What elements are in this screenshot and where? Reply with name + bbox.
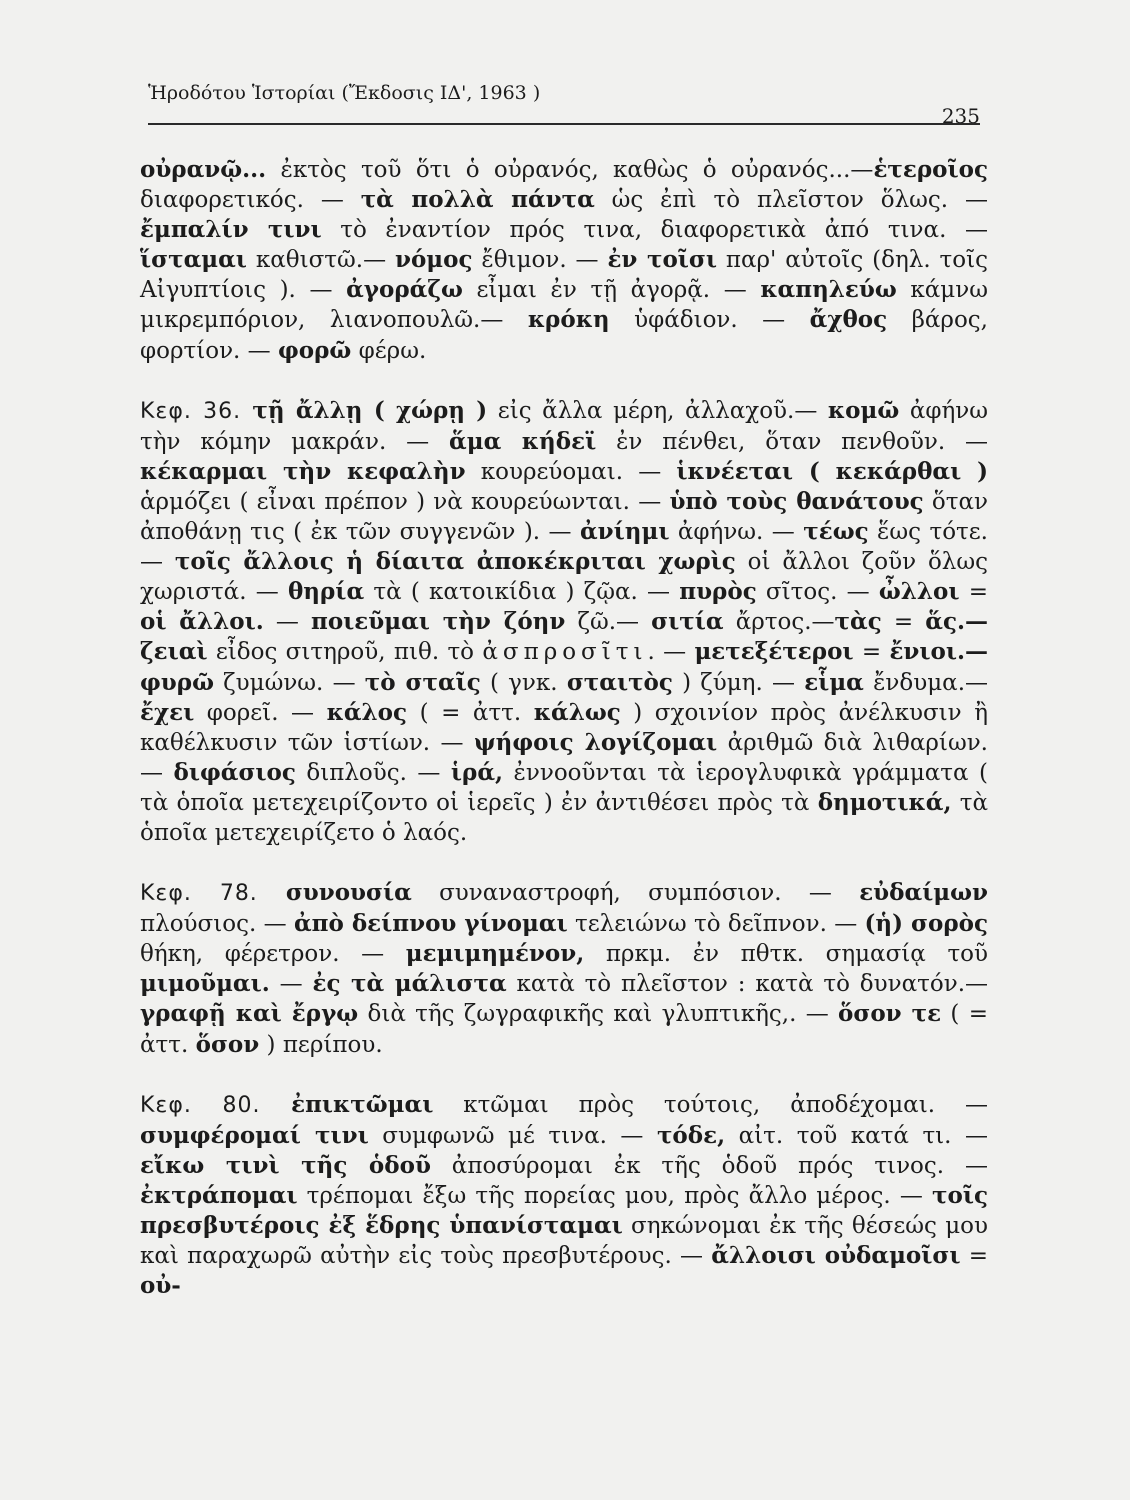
- lemma-term: οὐρανῷ...: [140, 156, 267, 183]
- lemma-term: ἀπὸ δείπνου γίνομαι: [293, 910, 568, 938]
- lemma-term: ὦλλοι: [878, 578, 960, 606]
- gloss-text: εἶδος σιτηροῦ, πιθ. τὸ: [207, 639, 483, 666]
- gloss-text: τὸ ἐναντίον πρός τινα, διαφορετικὰ ἀπό τινα. —: [321, 217, 989, 244]
- gloss-text: ὅταν ἀποθάνῃ τις ( ἐκ τῶν συγγενῶν ). —: [140, 488, 988, 546]
- lemma-term: συμφέρομαί τινι: [140, 1121, 369, 1149]
- lemma-term: εἷμα: [804, 668, 864, 696]
- gloss-text: ὡς ἐπὶ τὸ πλεῖστον ὅλως. —: [594, 187, 988, 214]
- header-title: Ἡροδότου Ἱστορίαι (Ἔκδοσις ΙΔ', 1963 ): [148, 82, 541, 104]
- lemma-term: ἐπικτῶμαι: [260, 1090, 434, 1118]
- lemma-term: μεμιμημένον,: [405, 940, 585, 968]
- gloss-text: ζῶ.—: [565, 609, 652, 636]
- gloss-text: τρέπομαι ἔξω τῆς πορείας μου, πρὸς ἄλλο μέρος. —: [297, 1182, 933, 1209]
- lemma-term: μιμοῦμαι.: [140, 970, 270, 998]
- lemma-term: ἀγοράζω: [346, 276, 463, 304]
- gloss-text: =: [853, 639, 890, 666]
- gloss-text: ἐκτὸς τοῦ ὅτι ὁ οὐρανός, καθὼς ὁ οὐρανός...—: [266, 157, 874, 183]
- lemma-term: ἅμα κήδεϊ: [449, 427, 597, 455]
- lemma-term: (ἡ) σορὸς: [864, 910, 988, 938]
- lemma-term: ἑτεροῖος: [873, 156, 988, 183]
- lemma-term: οἱ ἄλλοι.: [140, 608, 264, 636]
- lemma-term: διφάσιος: [173, 758, 296, 786]
- gloss-text: πρκμ. ἐν πθτκ. σημασίᾳ τοῦ: [584, 941, 988, 968]
- gloss-text: ἕως τότε. —: [140, 519, 988, 576]
- lemma-term: ἔμπαλίν τινι: [140, 216, 322, 244]
- lemma-term: κάλος: [326, 698, 408, 726]
- lemma-term: φορῶ: [277, 336, 352, 364]
- lemma-term: ἀνίημι: [579, 518, 670, 546]
- gloss-text: ( = ἀττ.: [140, 1001, 988, 1058]
- paragraph: [140, 396, 988, 848]
- lemma-term: οὐ-: [140, 1272, 181, 1300]
- gloss-text: =: [881, 609, 926, 636]
- gloss-text: ( = ἀττ.: [407, 699, 534, 726]
- gloss-text: =: [960, 1243, 988, 1270]
- lemma-term: ὅσον: [195, 1030, 260, 1058]
- gloss-text: σῖτος. —: [756, 579, 879, 606]
- gloss-text: συναναστροφή, συμπόσιον. —: [411, 880, 860, 907]
- gloss-text: ἄρτος.—: [723, 609, 835, 636]
- lemma-term: δημοτικά,: [817, 788, 952, 816]
- gloss-text: ) ζύμη. —: [672, 669, 805, 696]
- lemma-term: κάλως: [533, 698, 621, 726]
- gloss-text: τὰ ὁποῖα μετεχειρίζετο ὁ λαός.: [140, 789, 988, 846]
- lemma-term: τόδε,: [656, 1121, 726, 1149]
- gloss-text: ἐννοοῦνται τὰ ἱερογλυφικὰ γράμματα ( τὰ ὁποῖα μετεχειρίζοντο οἱ ἱερεῖς ) ἐν ἀντιθέσει πρὸς τὰ: [140, 759, 988, 816]
- lemma-term: κομῶ: [827, 396, 900, 424]
- gloss-text: διαφορετικός. —: [140, 187, 361, 214]
- gloss-text: σηκώνομαι ἐκ τῆς θέσεώς μου καὶ παραχωρῶ αὐτὴν εἰς τοὺς πρεσβυτέρους. —: [140, 1213, 988, 1270]
- running-header: [148, 82, 980, 128]
- lemma-term: νόμος: [394, 246, 473, 274]
- gloss-text: πλούσιος. —: [140, 911, 294, 938]
- gloss-text: ἀφήνω τὴν κόμην μακράν. —: [140, 397, 988, 455]
- lemma-term: ἵσταμαι: [140, 246, 247, 274]
- glossary-body: [140, 155, 988, 1301]
- paragraph: [140, 1090, 988, 1302]
- lemma-term: ἐς τὰ μάλιστα: [312, 970, 507, 998]
- gloss-text: ἔθιμον. —: [472, 247, 608, 274]
- gloss-text: παρ' αὐτοῖς (δηλ. τοῖς Αἰγυπτίοις ). —: [140, 247, 988, 304]
- gloss-text: θήκη, φέρετρον. —: [140, 941, 406, 968]
- spaced-word: ἀσπροσῖτι: [482, 639, 648, 666]
- lemma-term: ἄχθος: [809, 306, 888, 334]
- gloss-text: =: [959, 579, 988, 606]
- gloss-text: ἁρμόζει ( εἶναι πρέπον ) νὰ κουρεύωνται. —: [140, 488, 670, 515]
- gloss-text: φέρω.: [351, 337, 427, 364]
- lemma-term: θηρία: [287, 578, 365, 606]
- lemma-term: τέως: [803, 518, 869, 546]
- lemma-term: εὐδαίμων: [859, 879, 988, 907]
- lemma-term: κρόκη: [527, 306, 610, 334]
- gloss-text: βάρος, φορτίον. —: [140, 307, 988, 364]
- gloss-text: τελειώνω τὸ δεῖπνον. —: [567, 911, 865, 938]
- gloss-text: τὰ ( κατοικίδια ) ζῷα. —: [364, 579, 680, 606]
- lemma-term: ἱρά,: [450, 758, 504, 786]
- gloss-text: —: [269, 971, 313, 998]
- gloss-text: ἀποσύρομαι ἐκ τῆς ὁδοῦ πρός τινος. —: [430, 1152, 988, 1179]
- lemma-term: μετεξέτεροι: [694, 638, 854, 666]
- header-rule: [148, 123, 980, 125]
- lemma-term: σταιτὸς: [566, 668, 673, 696]
- gloss-text: κτῶμαι πρὸς τούτοις, ἀποδέχομαι. —: [433, 1091, 988, 1118]
- gloss-text: αἰτ. τοῦ κατά τι. —: [725, 1122, 988, 1149]
- gloss-text: φορεῖ. —: [194, 699, 327, 726]
- gloss-text: ἀφήνω. —: [669, 519, 804, 546]
- lemma-term: ἔχει: [140, 698, 195, 726]
- lemma-term: ἔνιοι.— φυρῶ: [140, 638, 989, 696]
- lemma-term: ψήφοις λογίζομαι: [473, 728, 718, 756]
- gloss-text: διπλοῦς. —: [295, 759, 451, 786]
- chapter-label: Κεφ. 36.: [140, 398, 242, 424]
- gloss-text: ) σχοινίον πρὸς ἀνέλκυσιν ἢ καθέλκυσιν τῶν ἱστίων. —: [140, 699, 988, 756]
- lemma-term: ἅς.— ζειαὶ: [140, 608, 988, 666]
- lemma-term: τὰ πολλὰ πάντα: [360, 186, 595, 214]
- gloss-text: κατὰ τὸ πλεῖστον : κατὰ τὸ δυνατόν.—: [506, 971, 989, 998]
- lemma-term: τὸ σταῖς: [364, 668, 481, 696]
- lemma-term: τῇ ἄλλῃ ( χώρῃ ): [241, 396, 488, 424]
- gloss-text: καθιστῶ.—: [246, 247, 395, 274]
- lemma-term: ὑπὸ τοὺς θανάτους: [669, 487, 924, 515]
- gloss-text: ἔνδυμα.—: [863, 669, 989, 696]
- gloss-text: εἶμαι ἐν τῇ ἀγορᾷ. —: [462, 277, 761, 304]
- gloss-text: ( γνκ.: [480, 669, 567, 696]
- lemma-term: συνουσία: [257, 879, 412, 907]
- gloss-text: εἰς ἄλλα μέρη, ἀλλαχοῦ.—: [487, 397, 828, 424]
- lemma-term: γραφῇ καὶ ἔργῳ: [140, 1000, 359, 1028]
- chapter-label: Κεφ. 78.: [140, 881, 258, 907]
- lemma-term: εἴκω τινὶ τῆς ὁδοῦ: [140, 1151, 431, 1179]
- gloss-text: . —: [647, 639, 695, 666]
- lemma-term: ἄλλοισι οὐδαμοῖσι: [711, 1242, 961, 1270]
- lemma-term: τοῖς πρεσβυτέροις ἐξ ἕδρης ὑπανίσταμαι: [140, 1181, 988, 1239]
- gloss-text: οἱ ἄλλοι ζοῦν ὅλως χωριστά. —: [140, 549, 988, 606]
- gloss-text: κάμνω μικρεμπόριον, λιανοπουλῶ.—: [140, 277, 988, 334]
- gloss-text: συμφωνῶ μέ τινα. —: [368, 1122, 657, 1149]
- chapter-label: Κεφ. 80.: [140, 1092, 261, 1118]
- paragraph: [140, 155, 988, 366]
- lemma-term: σιτία: [651, 608, 724, 636]
- gloss-text: ζυμώνω. —: [213, 669, 365, 696]
- lemma-term: κέκαρμαι τὴν κεφαλὴν: [140, 457, 466, 485]
- lemma-term: ποιεῦμαι τὴν ζόην: [311, 608, 566, 636]
- gloss-text: ἀριθμῶ διὰ λιθαρίων. —: [140, 729, 988, 786]
- page-number: 235: [941, 104, 980, 128]
- lemma-term: τὰς: [834, 608, 882, 636]
- lemma-term: ἐν τοῖσι: [607, 246, 717, 274]
- gloss-text: —: [263, 609, 311, 636]
- lemma-term: ὅσον τε: [838, 1000, 942, 1028]
- lemma-term: καπηλεύω: [760, 276, 897, 304]
- lemma-term: ἱκνέεται ( κεκάρθαι ): [676, 457, 988, 485]
- gloss-text: κουρεύομαι. —: [465, 458, 677, 485]
- lemma-term: τοῖς ἄλλοις ἡ δίαιτα ἀποκέκριται χωρὶς: [174, 548, 736, 576]
- gloss-text: διὰ τῆς ζωγραφικῆς καὶ γλυπτικῆς,. —: [358, 1001, 839, 1028]
- lemma-term: πυρὸς: [679, 578, 757, 606]
- gloss-text: ὑφάδιον. —: [609, 307, 810, 334]
- lemma-term: ἐκτράπομαι: [140, 1181, 298, 1209]
- gloss-text: ἐν πένθει, ὅταν πενθοῦν. —: [596, 428, 988, 455]
- gloss-text: ) περίπου.: [259, 1031, 383, 1058]
- paragraph: [140, 878, 988, 1060]
